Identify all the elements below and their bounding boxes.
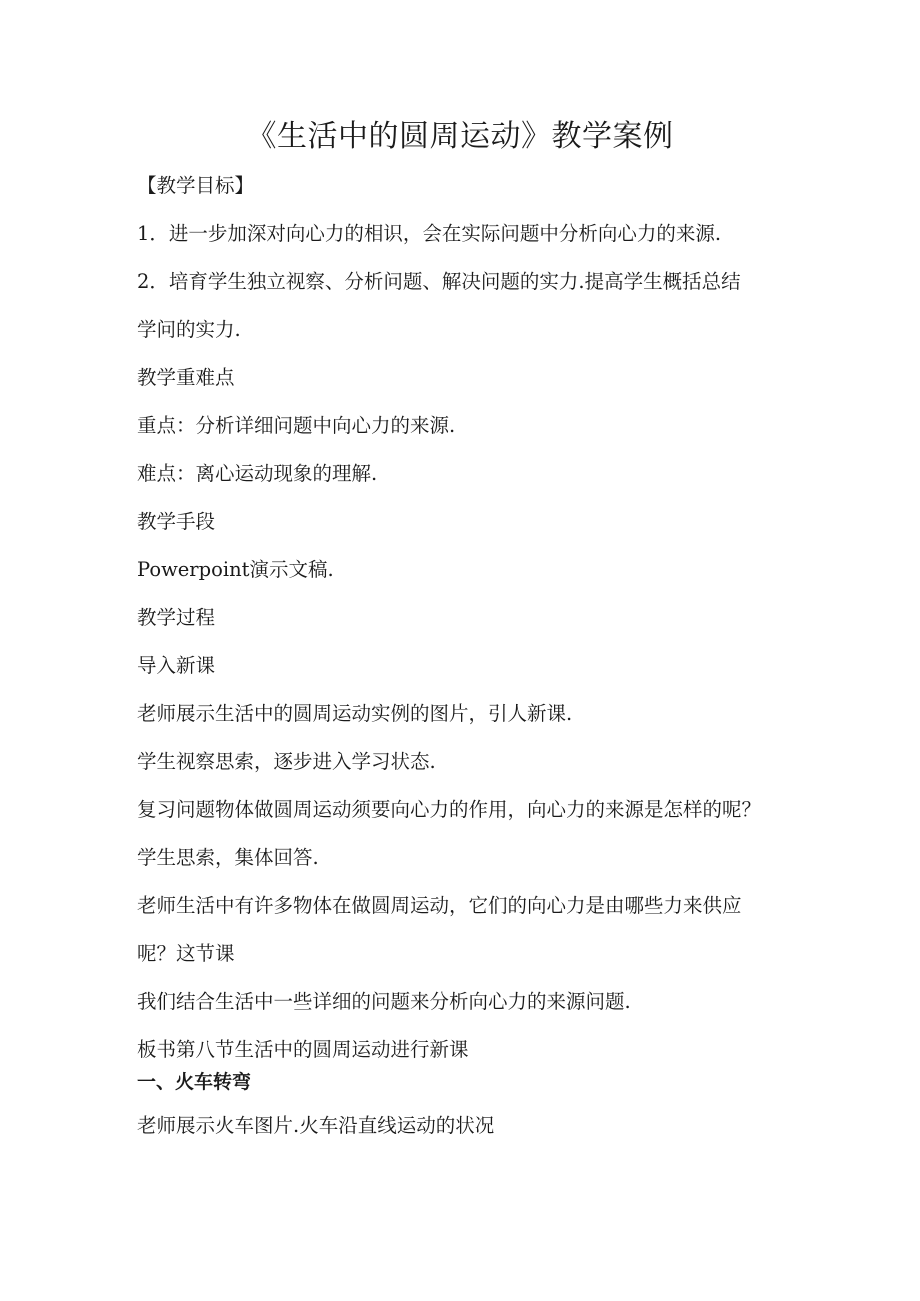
paragraph-teacher-show: 老师展示生活中的圆周运动实例的图片，引人新课. — [137, 702, 573, 725]
paragraph-teacher-question: 老师生活中有许多物体在做圆周运动，它们的向心力是由哪些力来供应 — [137, 894, 742, 917]
difficult-point: 难点：离心运动现象的理解. — [137, 462, 378, 485]
document-title: 《生活中的圆周运动》教学案例 — [246, 119, 674, 154]
objective-1: 1．进一步加深对向心力的相识，会在实际问题中分析向心力的来源. — [137, 222, 722, 245]
section-heading-train-turning: 一、火车转弯 — [137, 1071, 252, 1093]
paragraph-board-writing: 板书第八节生活中的圆周运动进行新课 — [137, 1038, 469, 1061]
objective-2: 2．培育学生独立视察、分析问题、解决问题的实力.提高学生概括总结 — [137, 270, 741, 293]
objective-2-continued: 学问的实力. — [137, 318, 241, 341]
section-heading-key-points: 教学重难点 — [137, 366, 235, 389]
key-point: 重点：分析详细问题中向心力的来源. — [137, 414, 456, 437]
paragraph-train-pictures: 老师展示火车图片.火车沿直线运动的状况 — [137, 1114, 495, 1137]
paragraph-student-answer: 学生思索，集体回答. — [137, 846, 319, 869]
paragraph-review-question: 复习问题物体做圆周运动须要向心力的作用，向心力的来源是怎样的呢？ — [137, 798, 762, 821]
section-heading-objectives: 【教学目标】 — [137, 174, 255, 197]
teaching-means: Powerpoint演示文稿. — [137, 558, 334, 581]
subheading-introduction: 导入新课 — [137, 654, 216, 677]
section-heading-process: 教学过程 — [137, 606, 216, 629]
section-heading-teaching-means: 教学手段 — [137, 510, 216, 533]
paragraph-combine-life: 我们结合生活中一些详细的问题来分析向心力的来源问题. — [137, 990, 631, 1013]
paragraph-student-observe: 学生视察思索，逐步进入学习状态. — [137, 750, 436, 773]
paragraph-teacher-question-continued: 呢？这节课 — [137, 942, 235, 965]
